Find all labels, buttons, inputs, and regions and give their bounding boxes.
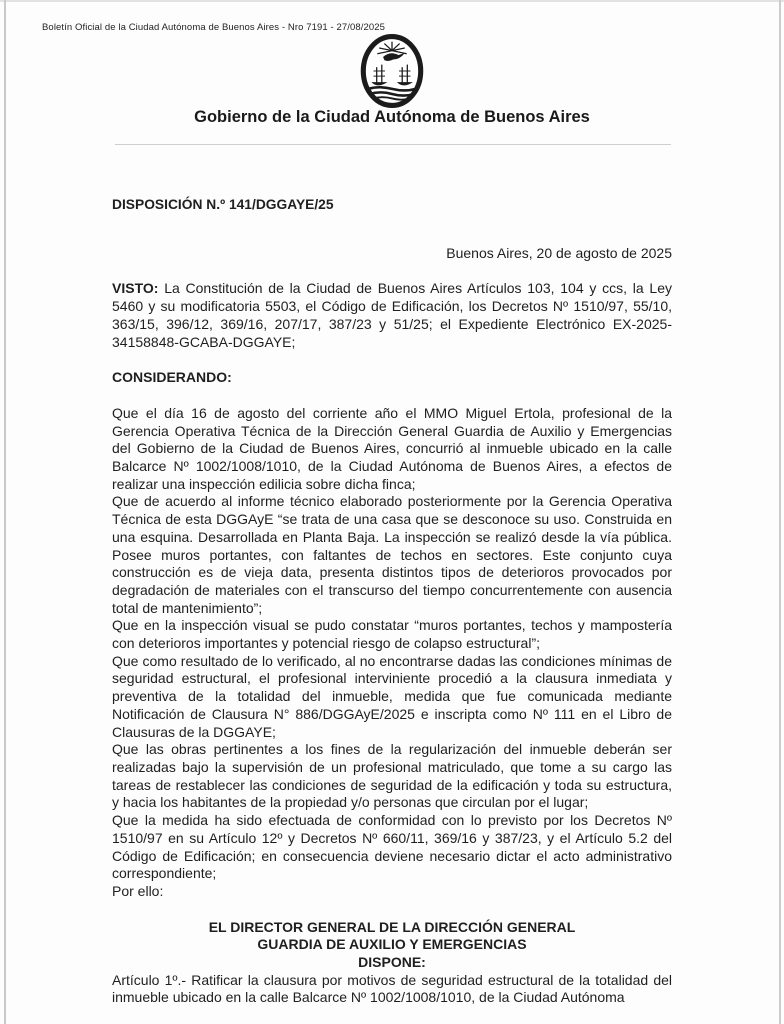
visto-label: VISTO:	[112, 280, 159, 297]
considerando-paragraph-3: Que en la inspección visual se pudo constatar “muros portantes, techos y mampostería con deterioros importantes y potencial riesgo de colapso estructural”;	[112, 617, 672, 652]
boletin-oficial-header: Boletín Oficial de la Ciudad Autónoma de Buenos Aires - Nro 7191 - 27/08/2025	[42, 22, 386, 33]
disposition-number: DISPOSICIÓN N.º 141/DGGAYE/25	[112, 197, 334, 212]
authority-line-3: DISPONE:	[358, 954, 426, 971]
buenos-aires-coat-of-arms-icon	[360, 34, 424, 113]
considerando-paragraph-2: Que de acuerdo al informe técnico elaborado posteriormente por la Gerencia Operativa Técnica de esta DGGAyE “se trata de una casa que se desconoce su uso. Construida en una esquina. Desarrollada en Planta Baja. La inspección se realizó desde la vía pública. Posee muros portantes, con faltantes de techos en sectores. Este conjunto cuya construcción es de vieja data, presenta distintos tipos de deterioros provocados por degradación de materiales con el transcurso del tiempo concurrentemente con ausencia total de mantenimiento”;	[112, 493, 672, 616]
authority-block	[112, 919, 672, 972]
article-1-paragraph: Artículo 1º.- Ratificar la clausura por motivos de seguridad estructural de la totalidad del inmueble ubicado en la calle Balcarce Nº 1002/1008/1010, de la Ciudad Autónoma	[112, 971, 672, 1006]
considerando-paragraph-4: Que como resultado de lo verificado, al no encontrarse dadas las condiciones mínimas de seguridad estructural, el profesional interviniente procedió a la clausura inmediata y preventiva de la totalidad del inmueble, medida que fue comunicada mediante Notificación de Clausura N° 886/DGGAyE/2025 e inscripta como Nº 111 en el Libro de Clausuras de la DGGAYE;	[112, 652, 672, 740]
considerando-paragraph-1: Que el día 16 de agosto del corriente año el MMO Miguel Ertola, profesional de la Gerencia Operativa Técnica de la Dirección General Guardia de Auxilio y Emergencias del Gobierno de la Ciudad de Buenos Aires, concurrió al inmueble ubicado en la calle Balcarce Nº 1002/1008/1010, de la Ciudad Autónoma de Buenos Aires, a efectos de realizar una inspección edilicia sobre dicha finca;	[112, 404, 672, 492]
visto-text: La Constitución de la Ciudad de Buenos Aires Artículos 103, 104 y ccs, la Ley 5460 y su modificatoria 5503, el Código de Edificación, los Decretos Nº 1510/97, 55/10, 363/15, 396/12, 369/16, 207/17, 387/23 y 51/25; el Expediente Electrónico EX-2025-34158848-GCABA-DGGAYE;	[112, 280, 672, 350]
considerando-paragraph-5: Que las obras pertinentes a los fines de la regularización del inmueble deberán ser realizadas bajo la supervisión de un profesional matriculado, que tome a su cargo las tareas de restablecer las condiciones de seguridad de la edificación y toda su estructura, y hacia los habitantes de la propiedad y/o personas que circulan por el lugar;	[112, 741, 672, 811]
considerando-label: CONSIDERANDO:	[112, 369, 232, 386]
considerando-paragraph-6: Que la medida ha sido efectuada de conformidad con lo previsto por los Decretos Nº 1510/97 en su Artículo 12º y Decretos Nº 660/11, 369/16 y 387/23, y el Artículo 5.2 del Código de Edificación; en consecuencia deviene necesario dictar el acto administrativo correspondiente;	[112, 812, 672, 882]
scan-edge-left	[4, 0, 6, 1024]
visto-paragraph	[112, 280, 672, 351]
title-divider	[115, 144, 671, 145]
logo-container	[0, 34, 784, 113]
document-body	[112, 196, 672, 1007]
scan-edge-right	[779, 0, 781, 1024]
authority-line-1: EL DIRECTOR GENERAL DE LA DIRECCIÓN GENERAL	[208, 918, 576, 935]
authority-line-2: GUARDIA DE AUXILIO Y EMERGENCIAS	[257, 936, 527, 953]
dateline: Buenos Aires, 20 de agosto de 2025	[446, 244, 672, 261]
scan-edge-top	[0, 0, 784, 2]
government-title: Gobierno de la Ciudad Autónoma de Buenos Aires	[194, 108, 590, 126]
por-ello-line: Por ello:	[112, 882, 164, 899]
